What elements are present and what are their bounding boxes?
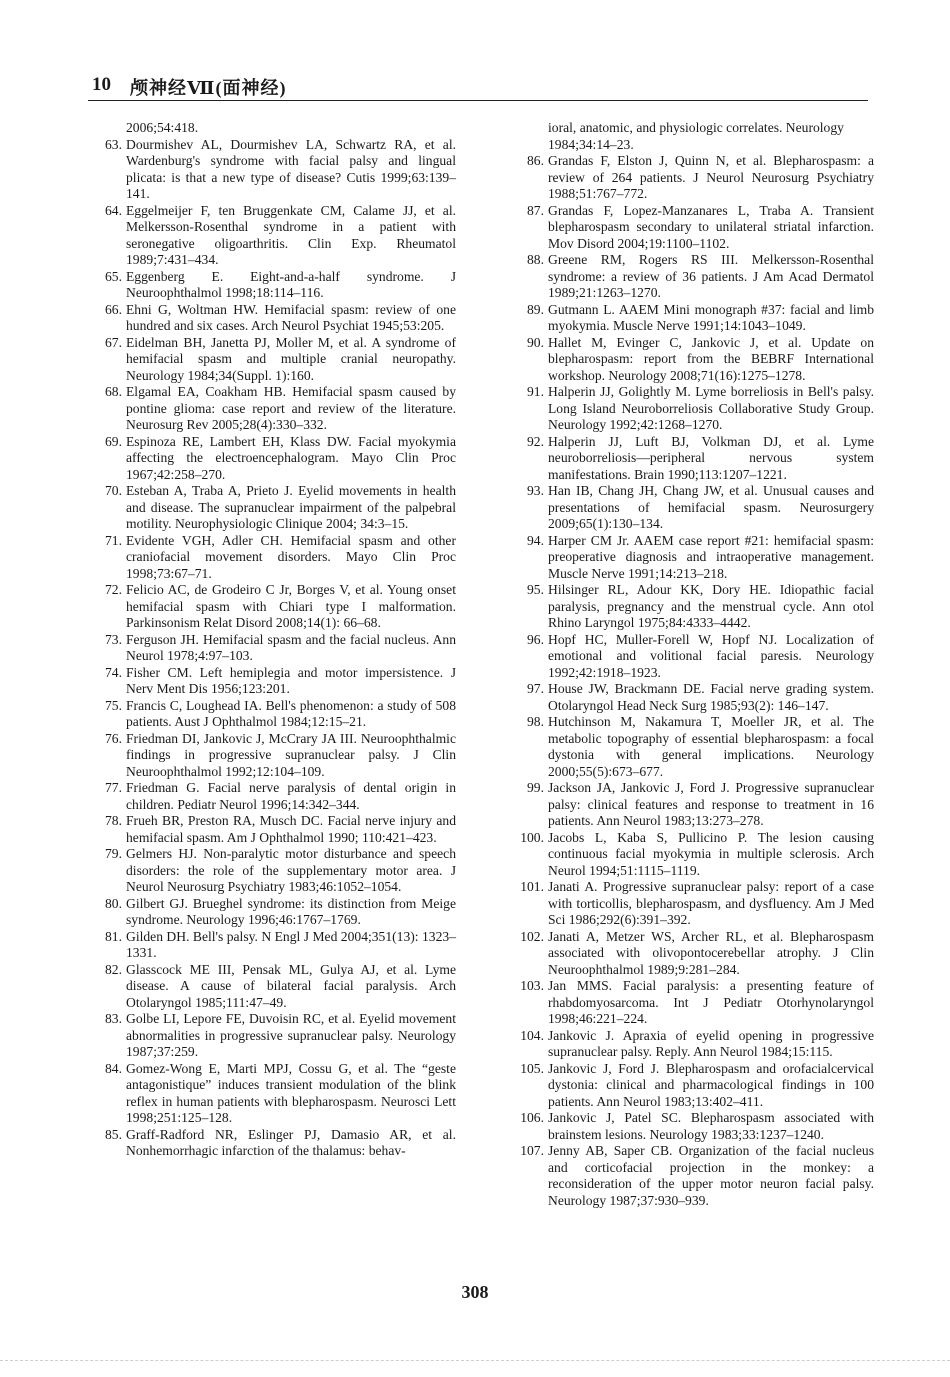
reference-text: Halperin JJ, Golightly M. Lyme borreliosis in Bell's palsy. Long Island Neuroborreliosis Collaborative Study Group. Neurology 1992;42:1268–1270.	[548, 384, 874, 432]
reference-text: Gomez-Wong E, Marti MPJ, Cossu G, et al. The “geste antagonistique” induces transient modulation of the blink reflex in human patients with blepharospasm. Neurosci Lett 1998;251:125–128.	[126, 1060, 456, 1125]
reference-text: Jenny AB, Saper CB. Organization of the facial nucleus and corticofacial projection in the monkey: a reconsideration of the upper motor neuron facial palsy. Neurology 1987;37:930–939.	[548, 1143, 874, 1208]
reference-number: 96.	[527, 631, 544, 647]
reference-number: 90.	[527, 334, 544, 350]
reference-number: 100.	[520, 829, 544, 845]
running-header	[92, 74, 872, 100]
reference-text: Esteban A, Traba A, Prieto J. Eyelid movements in health and disease. The supranuclear impairment of the palpebral motility. Neurophysiologic Clinique 2004; 34:3–15.	[126, 483, 456, 531]
reference-text: Gutmann L. AAEM Mini monograph #37: facial and limb myokymia. Muscle Nerve 1991;14:1043–1049.	[548, 301, 874, 333]
right-column	[508, 120, 874, 1209]
reference-entry	[508, 978, 874, 1028]
reference-text: Greene RM, Rogers RS III. Melkersson-Rosenthal syndrome: a review of 36 patients. J Am Acad Dermatol 1989;21:1263–1270.	[548, 252, 874, 300]
reference-text: Halperin JJ, Luft BJ, Volkman DJ, et al. Lyme neuroborreliosis—peripheral nervous system manifestations. Brain 1990;113:1207–1221.	[548, 433, 874, 482]
reference-number: 75.	[105, 697, 122, 713]
reference-entry	[508, 153, 874, 203]
reference-entry	[86, 962, 456, 1012]
reference-number: 67.	[105, 334, 122, 350]
reference-number: 86.	[527, 153, 544, 168]
reference-number: 107.	[520, 1143, 544, 1158]
header-rule	[88, 100, 868, 101]
reference-entry	[86, 632, 456, 665]
reference-text: Jankovic J, Ford J. Blepharospasm and orofacialcervical dystonia: clinical and pharmacological findings in 100 patients. Ann Neurol 1983;13:402–411.	[548, 1060, 874, 1109]
reference-text: Jacobs L, Kaba S, Pullicino P. The lesion causing continuous facial myokymia in multiple sclerosis. Arch Neurol 1994;51:1115–1119.	[548, 829, 874, 878]
reference-text: Janati A, Metzer WS, Archer RL, et al. Blepharospasm associated with olivopontocerebellar atrophy. J Clin Neuroophthalmol 1989;9:281–284.	[548, 928, 874, 977]
reference-text: Jankovic J. Apraxia of eyelid opening in progressive supranuclear palsy. Reply. Ann Neurol 1984;15:115.	[548, 1027, 874, 1059]
reference-entry	[86, 665, 456, 698]
reference-text: Grandas F, Lopez-Manzanares L, Traba A. Transient blepharospasm secondary to unilateral striatal infarction. Mov Disord 2004;19:1100–1102.	[548, 202, 874, 251]
reference-text: Friedman G. Facial nerve paralysis of dental origin in children. Pediatr Neurol 1996;14:342–344.	[126, 780, 456, 812]
reference-number: 80.	[105, 895, 122, 911]
reference-entry	[86, 1061, 456, 1127]
reference-number: 70.	[105, 483, 122, 498]
reference-text: Eggelmeijer F, ten Bruggenkate CM, Calame JJ, et al. Melkersson-Rosenthal syndrome in a patient with seronegative oligoarthritis. Clin Exp. Rheumatol 1989;7:431–434.	[126, 202, 456, 267]
reference-entry	[508, 929, 874, 979]
reference-text: House JW, Brackmann DE. Facial nerve grading system. Otolaryngol Head Neck Surg 1985;93(2): 146–147.	[548, 681, 874, 713]
reference-number: 74.	[105, 664, 122, 680]
reference-entry	[86, 780, 456, 813]
reference-entry	[508, 582, 874, 632]
reference-entry	[86, 846, 456, 896]
reference-entry	[86, 1011, 456, 1061]
reference-number: 85.	[105, 1126, 122, 1142]
reference-entry	[86, 434, 456, 484]
reference-number: 88.	[527, 252, 544, 267]
reference-entry	[508, 120, 874, 153]
reference-entry	[508, 1028, 874, 1061]
reference-entry	[508, 483, 874, 533]
reference-number: 82.	[105, 961, 122, 977]
reference-number: 101.	[520, 879, 544, 894]
header-page-number: 10	[92, 74, 111, 95]
reference-text: Frueh BR, Preston RA, Musch DC. Facial nerve injury and hemifacial spasm. Am J Ophthalmol 1990; 110:421–423.	[126, 813, 456, 845]
reference-text: Francis C, Loughead IA. Bell's phenomenon: a study of 508 patients. Aust J Ophthalmol 1984;12:15–21.	[126, 697, 456, 729]
reference-text: Gilden DH. Bell's palsy. N Engl J Med 2004;351(13): 1323–1331.	[126, 928, 456, 960]
reference-text: Ferguson JH. Hemifacial spasm and the facial nucleus. Ann Neurol 1978;4:97–103.	[126, 631, 456, 663]
reference-entry	[86, 335, 456, 385]
reference-number: 105.	[520, 1060, 544, 1076]
reference-entry	[508, 302, 874, 335]
reference-number: 68.	[105, 384, 122, 399]
header-title: 颅神经Ⅶ(面神经)	[130, 78, 287, 98]
reference-text: Grandas F, Elston J, Quinn N, et al. Blepharospasm: a review of 264 patients. J Neurol Neurosurg Psychiatry 1988;51:767–772.	[548, 153, 874, 201]
reference-text: Felicio AC, de Grodeiro C Jr, Borges V, et al. Young onset hemifacial spasm with Chiari type I malformation. Parkinsonism Relat Disord 2008;14(1): 66–68.	[126, 582, 456, 630]
reference-text: Elgamal EA, Coakham HB. Hemifacial spasm caused by pontine glioma: case report and review of the literature. Neurosurg Rev 2005;28(4):330–332.	[126, 384, 456, 432]
reference-text: ioral, anatomic, and physiologic correlates. Neurology 1984;34:14–23.	[548, 120, 844, 152]
reference-text: Eggenberg E. Eight-and-a-half syndrome. J Neuroophthalmol 1998;18:114–116.	[126, 268, 456, 300]
reference-number: 69.	[105, 433, 122, 449]
reference-entry	[86, 582, 456, 632]
reference-number: 79.	[105, 846, 122, 861]
reference-text: Hallet M, Evinger C, Jankovic J, et al. Update on blepharospasm: report from the BEBRF International workshop. Neurology 2008;71(16):1275–1278.	[548, 334, 874, 383]
reference-entry	[86, 533, 456, 583]
reference-text: Janati A. Progressive supranuclear palsy: report of a case with torticollis, blepharospasm, and dysfluency. Am J Med Sci 1986;292(6):391–392.	[548, 879, 874, 927]
reference-text: 2006;54:418.	[126, 120, 199, 135]
reference-text: Jan MMS. Facial paralysis: a presenting feature of rhabdomyosarcoma. Int J Pediatr Otorhynolaryngol 1998;46:221–224.	[548, 978, 874, 1026]
reference-number: 89.	[527, 301, 544, 317]
reference-number: 83.	[105, 1011, 122, 1026]
reference-number: 76.	[105, 730, 122, 746]
reference-entry	[508, 533, 874, 583]
reference-text: Jackson JA, Jankovic J, Ford J. Progressive supranuclear palsy: clinical features and response to treatment in 16 patients. Ann Neurol 1983;13:273–278.	[548, 780, 874, 828]
reference-entry	[86, 203, 456, 269]
reference-number: 87.	[527, 202, 544, 218]
reference-number: 64.	[105, 202, 122, 218]
reference-entry	[86, 269, 456, 302]
reference-entry	[86, 483, 456, 533]
reference-number: 71.	[105, 532, 122, 548]
reference-entry	[86, 698, 456, 731]
reference-number: 103.	[520, 978, 544, 993]
reference-entry	[86, 731, 456, 781]
reference-entry	[508, 384, 874, 434]
reference-number: 94.	[527, 532, 544, 548]
reference-text: Graff-Radford NR, Eslinger PJ, Damasio AR, et al. Nonhemorrhagic infarction of the thalamus: behav-	[126, 1126, 456, 1158]
reference-text: Hilsinger RL, Adour KK, Dory HE. Idiopathic facial paralysis, pregnancy and the menstrual cycle. Ann otol Rhino Laryngol 1975;84:4333–4442.	[548, 582, 874, 630]
reference-text: Fisher CM. Left hemiplegia and motor impersistence. J Nerv Ment Dis 1956;123:201.	[126, 664, 456, 696]
reference-text: Dourmishev AL, Dourmishev LA, Schwartz RA, et al. Wardenburg's syndrome with facial palsy and lingual plicata: is that a new type of disease? Cutis 1999;63:139–141.	[126, 136, 456, 201]
reference-entry	[86, 896, 456, 929]
reference-number: 92.	[527, 433, 544, 449]
left-column	[86, 120, 456, 1160]
reference-number: 72.	[105, 582, 122, 597]
reference-entry	[508, 830, 874, 880]
reference-entry	[508, 879, 874, 929]
reference-entry	[508, 252, 874, 302]
page-number: 308	[461, 1282, 489, 1302]
reference-number: 97.	[527, 681, 544, 696]
reference-number: 63.	[105, 136, 122, 152]
reference-entry	[508, 335, 874, 385]
reference-entry	[86, 120, 456, 137]
reference-entry	[86, 302, 456, 335]
reference-text: Eidelman BH, Janetta PJ, Moller M, et al. A syndrome of hemifacial spasm and multiple cranial neuropathy. Neurology 1984;34(Suppl. 1):160.	[126, 334, 456, 383]
reference-number: 81.	[105, 928, 122, 944]
scan-edge-line	[0, 1360, 950, 1362]
reference-text: Evidente VGH, Adler CH. Hemifacial spasm and other craniofacial movement disorders. Mayo Clin Proc 1998;73:67–71.	[126, 532, 456, 581]
reference-number: 104.	[520, 1027, 544, 1043]
reference-entry	[508, 714, 874, 780]
reference-number: 95.	[527, 582, 544, 597]
reference-text: Gelmers HJ. Non-paralytic motor disturbance and speech disorders: the role of the supplementary motor area. J Neurol Neurosurg Psychiatry 1983;46:1052–1054.	[126, 846, 456, 894]
reference-entry	[86, 1127, 456, 1160]
reference-entry	[508, 1143, 874, 1209]
reference-text: Espinoza RE, Lambert EH, Klass DW. Facial myokymia affecting the electroencephalogram. Mayo Clin Proc 1967;42:258–270.	[126, 433, 456, 482]
reference-text: Ehni G, Woltman HW. Hemifacial spasm: review of one hundred and six cases. Arch Neurol Psychiat 1945;53:205.	[126, 301, 456, 333]
reference-entry	[86, 813, 456, 846]
reference-entry	[508, 1061, 874, 1111]
reference-text: Jankovic J, Patel SC. Blepharospasm associated with brainstem lesions. Neurology 1983;33:1237–1240.	[548, 1110, 874, 1142]
reference-entry	[508, 632, 874, 682]
reference-entry	[86, 384, 456, 434]
reference-entry	[508, 434, 874, 484]
reference-text: Harper CM Jr. AAEM case report #21: hemifacial spasm: preoperative diagnosis and intraoperative management. Muscle Nerve 1991;14:213–218.	[548, 532, 874, 581]
reference-number: 99.	[527, 780, 544, 795]
reference-number: 91.	[527, 384, 544, 399]
reference-number: 66.	[105, 301, 122, 317]
reference-entry	[86, 137, 456, 203]
reference-number: 73.	[105, 631, 122, 647]
reference-entry	[508, 780, 874, 830]
reference-number: 65.	[105, 268, 122, 284]
reference-text: Golbe LI, Lepore FE, Duvoisin RC, et al. Eyelid movement abnormalities in progressive supranuclear palsy. Neurology 1987;37:259.	[126, 1011, 456, 1059]
reference-entry	[508, 681, 874, 714]
reference-number: 84.	[105, 1060, 122, 1076]
reference-entry	[86, 929, 456, 962]
reference-number: 102.	[520, 928, 544, 944]
reference-text: Hopf HC, Muller-Forell W, Hopf NJ. Localization of emotional and volitional facial paresis. Neurology 1992;42:1918–1923.	[548, 631, 874, 680]
reference-number: 98.	[527, 714, 544, 729]
reference-text: Hutchinson M, Nakamura T, Moeller JR, et al. The metabolic topography of essential blepharospasm: a focal dystonia with general implications. Neurology 2000;55(5):673–677.	[548, 714, 874, 779]
reference-entry	[508, 203, 874, 253]
reference-number: 77.	[105, 780, 122, 795]
reference-text: Han IB, Chang JH, Chang JW, et al. Unusual causes and presentations of hemifacial spasm. Neurosurgery 2009;65(1):130–134.	[548, 483, 874, 531]
reference-text: Friedman DI, Jankovic J, McCrary JA III. Neuroophthalmic findings in progressive supranuclear palsy. J Clin Neuroophthalmol 1992;12:104–109.	[126, 730, 456, 779]
reference-number: 78.	[105, 813, 122, 828]
reference-text: Gilbert GJ. Brueghel syndrome: its distinction from Meige syndrome. Neurology 1996;46:1767–1769.	[126, 895, 456, 927]
reference-text: Glasscock ME III, Pensak ML, Gulya AJ, et al. Lyme disease. A cause of bilateral facial paralysis. Arch Otolaryngol 1985;111:47–49.	[126, 961, 456, 1010]
reference-entry	[508, 1110, 874, 1143]
reference-number: 106.	[520, 1110, 544, 1125]
reference-number: 93.	[527, 483, 544, 498]
